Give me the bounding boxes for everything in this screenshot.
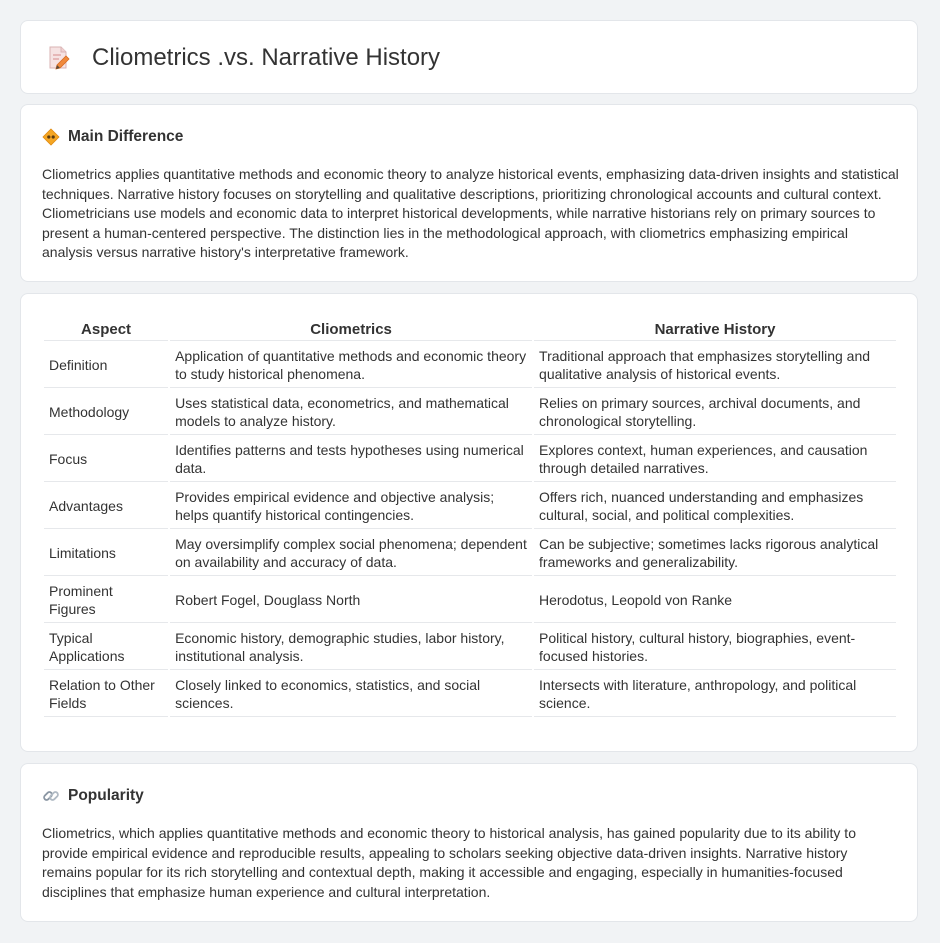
cliometrics-cell: Uses statistical data, econometrics, and mathematical models to analyze history. bbox=[170, 390, 532, 435]
popularity-heading: Popularity bbox=[68, 787, 144, 804]
header-aspect: Aspect bbox=[44, 318, 168, 341]
table-row bbox=[44, 531, 896, 576]
link-icon bbox=[42, 787, 60, 805]
table-row bbox=[44, 437, 896, 482]
table-row bbox=[44, 672, 896, 717]
popularity-section bbox=[20, 763, 918, 922]
aspect-cell: Limitations bbox=[44, 531, 168, 576]
main-difference-heading: Main Difference bbox=[68, 128, 184, 145]
narrative-cell: Can be subjective; sometimes lacks rigorous analytical frameworks and generalizability. bbox=[534, 531, 896, 576]
popularity-text: Cliometrics, which applies quantitative methods and economic theory to historical analysis, has gained popularity due to its ability to provide empirical evidence and reproducible results, appealing to scholars seeking objective data-driven insights. Narrative history remains popular for its rich storytelling and contextual depth, making it accessible and engaging, especially in humanities-focused disciplines that emphasize human experience and cultural interpretation. bbox=[42, 825, 856, 900]
cliometrics-cell: Application of quantitative methods and economic theory to study historical phenomena. bbox=[170, 343, 532, 388]
comparison-table bbox=[42, 316, 898, 719]
header-narrative-history: Narrative History bbox=[534, 318, 896, 341]
cliometrics-cell: Closely linked to economics, statistics, and social sciences. bbox=[170, 672, 532, 717]
table-row bbox=[44, 578, 896, 623]
cliometrics-cell: Identifies patterns and tests hypotheses using numerical data. bbox=[170, 437, 532, 482]
table-header-row bbox=[44, 318, 896, 341]
aspect-cell: Focus bbox=[44, 437, 168, 482]
aspect-cell: Definition bbox=[44, 343, 168, 388]
aspect-cell: Prominent Figures bbox=[44, 578, 168, 623]
aspect-cell: Advantages bbox=[44, 484, 168, 529]
cliometrics-cell: May oversimplify complex social phenomena; dependent on availability and accuracy of data. bbox=[170, 531, 532, 576]
title-card bbox=[20, 20, 918, 94]
cliometrics-cell: Economic history, demographic studies, labor history, institutional analysis. bbox=[170, 625, 532, 670]
aspect-cell: Relation to Other Fields bbox=[44, 672, 168, 717]
document-pencil-icon bbox=[46, 45, 72, 71]
narrative-cell: Intersects with literature, anthropology, and political science. bbox=[534, 672, 896, 717]
table-row bbox=[44, 343, 896, 388]
cliometrics-cell: Provides empirical evidence and objective analysis; helps quantify historical contingencies. bbox=[170, 484, 532, 529]
aspect-cell: Methodology bbox=[44, 390, 168, 435]
aspect-cell: Typical Applications bbox=[44, 625, 168, 670]
narrative-cell: Herodotus, Leopold von Ranke bbox=[534, 578, 896, 623]
narrative-cell: Explores context, human experiences, and causation through detailed narratives. bbox=[534, 437, 896, 482]
table-row bbox=[44, 625, 896, 670]
narrative-cell: Traditional approach that emphasizes storytelling and qualitative analysis of historical events. bbox=[534, 343, 896, 388]
cliometrics-cell: Robert Fogel, Douglass North bbox=[170, 578, 532, 623]
narrative-cell: Political history, cultural history, biographies, event-focused histories. bbox=[534, 625, 896, 670]
narrative-cell: Relies on primary sources, archival documents, and chronological storytelling. bbox=[534, 390, 896, 435]
header-cliometrics: Cliometrics bbox=[170, 318, 532, 341]
main-difference-text: Cliometrics applies quantitative methods and economic theory to analyze historical events, emphasizing data-driven insights and statistical techniques. Narrative history focuses on storytelling and qualitative descriptions, prioritizing chronological accounts and cultural context. Cliometricians use models and economic data to interpret historical developments, while narrative historians rely on primary sources to present a human-centered perspective. The distinction lies in the methodological approach, with cliometrics emphasizing empirical analysis versus narrative history's interpretative framework. bbox=[42, 166, 899, 261]
diamond-icon bbox=[42, 128, 60, 146]
page-title: Cliometrics .vs. Narrative History bbox=[92, 44, 441, 71]
table-row bbox=[44, 484, 896, 529]
main-difference-section bbox=[20, 104, 918, 282]
table-row bbox=[44, 390, 896, 435]
narrative-cell: Offers rich, nuanced understanding and emphasizes cultural, social, and political complexities. bbox=[534, 484, 896, 529]
main-difference-header bbox=[42, 126, 183, 148]
popularity-header bbox=[42, 785, 144, 807]
comparison-table-section bbox=[20, 293, 918, 752]
